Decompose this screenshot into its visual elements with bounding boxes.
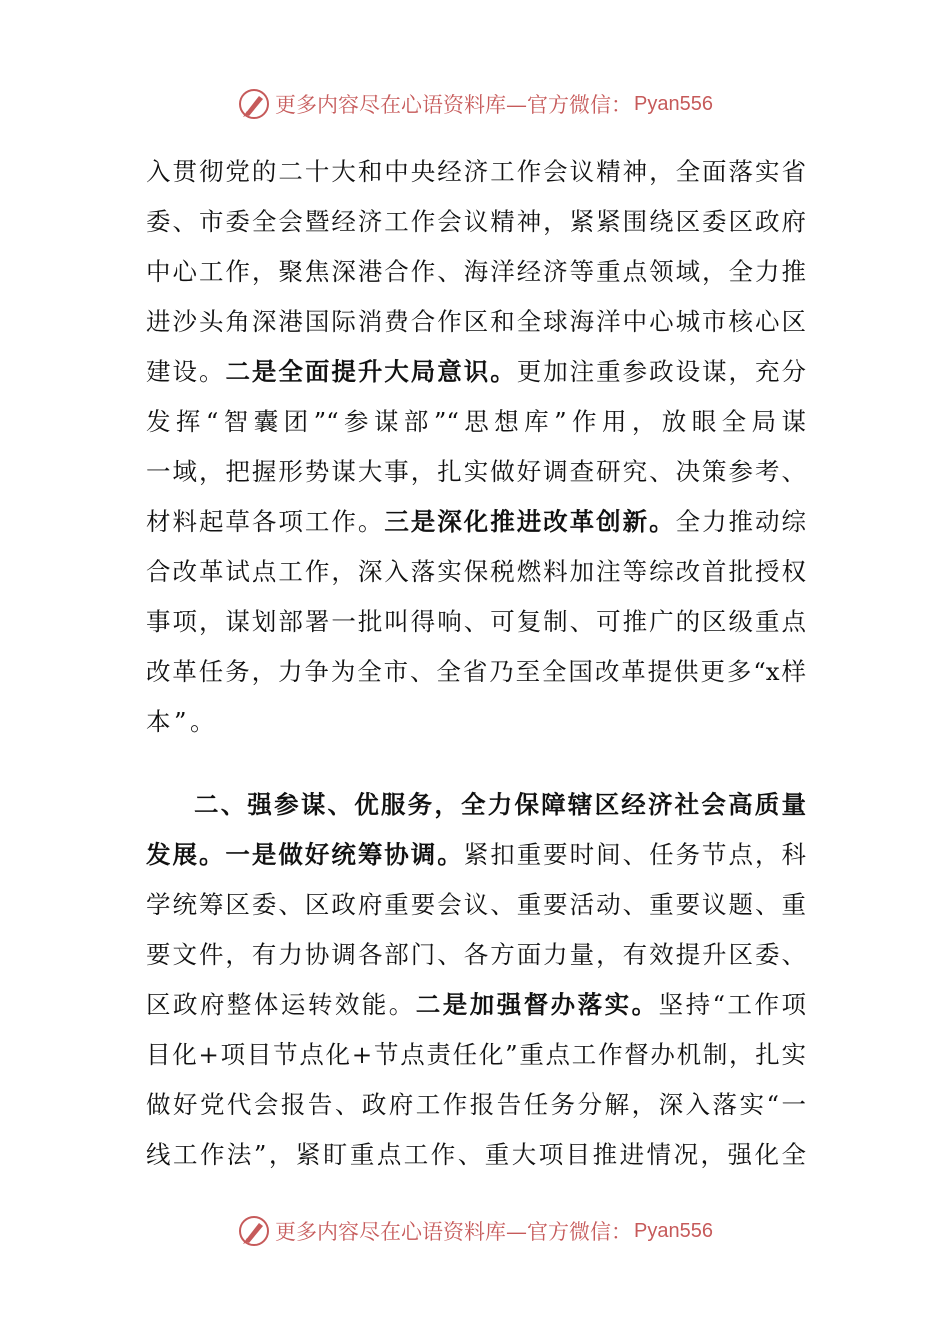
body-text: 学统筹区委、区政府重要会议、重要活动、重要议题、重 [146,890,806,919]
text-line [146,830,806,880]
text-line [146,147,806,197]
text-line [146,397,806,447]
text-line [146,597,806,647]
text-line [146,297,806,347]
text-line [146,1080,806,1130]
body-text: 事项，谋划部署一批叫得响、可复制、可推广的区级重点 [146,607,806,636]
body-text: 本”。 [146,707,219,736]
text-line [146,1130,806,1180]
pen-logo-icon [237,87,271,121]
bold-heading-text: 二、强参谋、优服务，全力保障辖区经济社会高质量 [194,790,806,819]
body-text: 委、市委全会暨经济工作会议精神，紧紧围绕区委区政府 [146,207,806,236]
text-line [146,197,806,247]
header-watermark [0,84,950,124]
text-line [146,347,806,397]
body-text: 更加注重参政设谋，充分 [516,357,807,386]
body-text: 全力推动综 [675,507,807,536]
body-text: 区政府整体运转效能。 [146,990,416,1019]
bold-heading-text: 发展。一是做好统筹协调。 [146,840,464,869]
text-line [146,697,806,747]
paragraph-2 [146,780,806,1180]
body-text: 坚持“工作项 [658,990,807,1019]
text-line [146,780,806,830]
text-line [146,880,806,930]
body-text: 做好党代会报告、政府工作报告任务分解，深入落实“一 [146,1090,806,1119]
text-line [146,980,806,1030]
body-text: 线工作法”，紧盯重点工作、重大项目推进情况，强化全 [146,1140,806,1169]
text-line [146,497,806,547]
text-line [146,1030,806,1080]
watermark-text: 更多内容尽在心语资料库—官方微信： [275,1220,633,1244]
text-line [146,930,806,980]
text-line [146,547,806,597]
body-text: 合改革试点工作，深入落实保税燃料加注等综改首批授权 [146,557,806,586]
body-text: 目化+项目节点化+节点责任化”重点工作督办机制，扎实 [146,1040,806,1069]
footer-watermark [0,1211,950,1251]
body-text: 材料起草各项工作。 [146,507,385,536]
watermark-account: Pyan556 [634,92,713,115]
body-text: 入贯彻党的二十大和中央经济工作会议精神，全面落实省 [146,157,806,186]
bold-heading-text: 二是加强督办落实。 [415,990,659,1019]
watermark-text: 更多内容尽在心语资料库—官方微信： [275,93,633,117]
text-line [146,647,806,697]
body-text: 紧扣重要时间、任务节点，科 [463,840,806,869]
body-text: 进沙头角深港国际消费合作区和全球海洋中心城市核心区 [146,307,806,336]
body-text: 改革任务，力争为全市、全省乃至全国改革提供更多“x样 [146,657,806,686]
text-line [146,247,806,297]
text-line [146,447,806,497]
watermark-account: Pyan556 [634,1219,713,1242]
bold-heading-text: 二是全面提升大局意识。 [225,357,517,386]
bold-heading-text: 三是深化推进改革创新。 [384,507,676,536]
body-text: 要文件，有力协调各部门、各方面力量，有效提升区委、 [146,940,806,969]
body-text: 一域，把握形势谋大事，扎实做好调查研究、决策参考、 [146,457,806,486]
body-text: 发挥“智囊团”“参谋部”“思想库”作用，放眼全局谋 [146,407,806,436]
paragraph-1 [146,147,806,747]
pen-logo-icon [237,1214,271,1248]
body-text: 建设。 [146,357,226,386]
body-text: 中心工作，聚焦深港合作、海洋经济等重点领域，全力推 [146,257,806,286]
